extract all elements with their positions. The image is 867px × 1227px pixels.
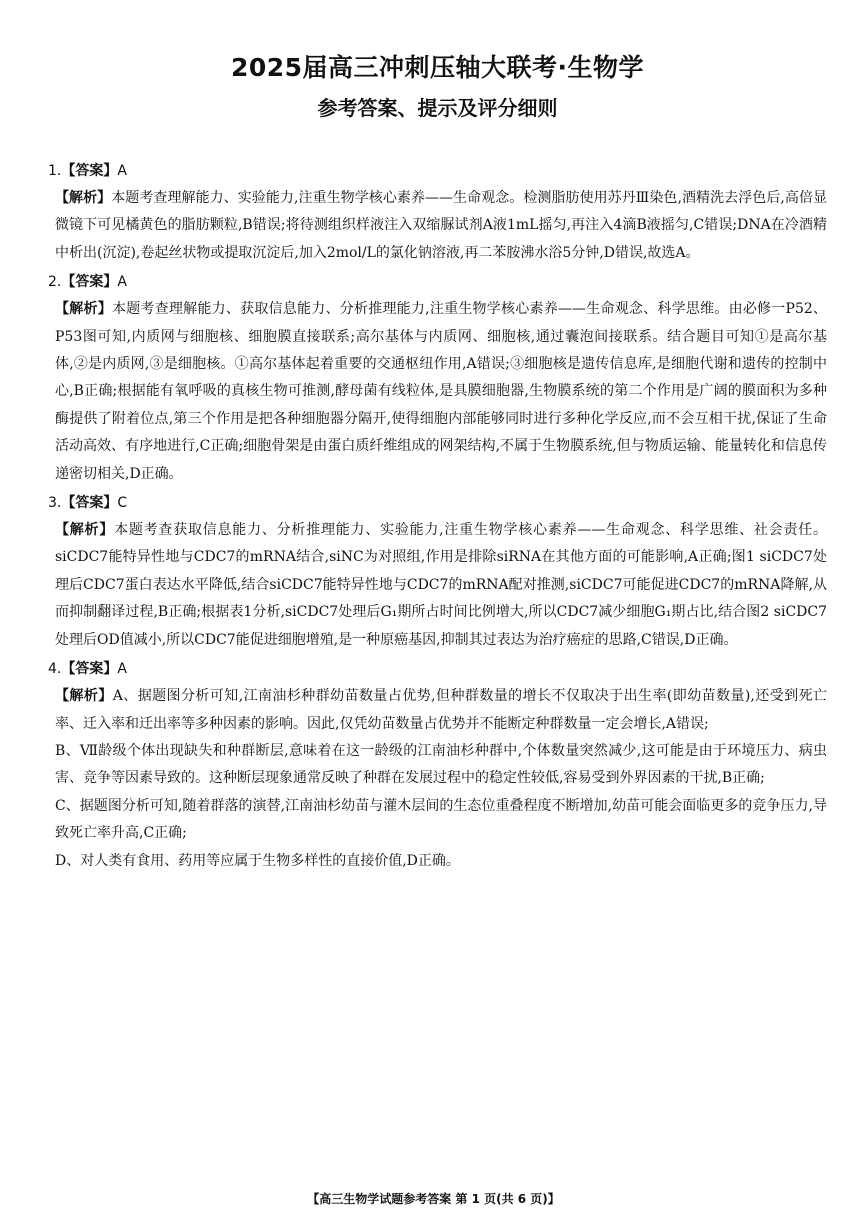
analysis-paragraph xyxy=(55,738,827,793)
answer-value: A xyxy=(117,661,127,678)
analysis-section xyxy=(48,185,827,267)
analysis-text: 本题考查获取信息能力、分析推理能力、实验能力,注重生物学核心素养——生命观念、科学思维、社会责任。siCDC7能特异性地与CDC7的mRNA结合,siNC为对照组,作用是排除siRNA在其他方面的可能影响,A正确;图1 siCDC7处理后CDC7蛋白表达水平降低,结合siCDC7能特异性地与CDC7的mRNA配对推测,siCDC7可能促进CDC7的mRNA降解,从而抑制翻译过程,B正确;根据表1分析,siCDC7处理后G₁期所占时间比例增大,所以CDC7减少细胞G₁期占比,结合图2 siCDC7处理后OD值减小,所以CDC7能促进细胞增殖,是一种原癌基因,抑制其过表达为治疗癌症的思路,C错误,D正确。 xyxy=(55,522,828,648)
analysis-text: C、据题图分析可知,随着群落的演替,江南油杉幼苗与灌木层间的生态位重叠程度不断增加,幼苗可能会面临更多的竞争压力,导致死亡率升高,C正确; xyxy=(55,797,827,842)
analysis-tag: 【解析】 xyxy=(55,190,112,206)
question-number: 3. xyxy=(48,495,62,512)
analysis-text: B、Ⅶ龄级个体出现缺失和种群断层,意味着在这一龄级的江南油杉种群中,个体数量突然减少,这可能是由于环境压力、病虫害、竞争等因素导致的。这种断层现象通常反映了种群在发展过程中的稳定性较低,容易受到外界因素的干扰,B正确; xyxy=(55,742,827,787)
page-title: 2025届高三冲刺压轴大联考·生物学 xyxy=(230,53,645,82)
question-number: 1. xyxy=(48,163,62,179)
analysis-paragraph xyxy=(55,683,827,738)
question-list xyxy=(48,158,827,875)
answer-line xyxy=(48,158,827,185)
answer-line xyxy=(48,656,827,683)
analysis-text: D、对人类有食用、药用等应属于生物多样性的直接价值,D正确。 xyxy=(55,852,460,869)
analysis-paragraph xyxy=(55,296,827,488)
answer-line xyxy=(48,490,827,517)
page-subtitle: 参考答案、提示及评分细则 xyxy=(317,96,558,120)
answer-value: A xyxy=(117,163,127,179)
question-block xyxy=(48,158,827,267)
analysis-paragraph xyxy=(55,185,827,267)
analysis-section xyxy=(48,683,827,875)
question-block xyxy=(48,269,827,488)
analysis-paragraph xyxy=(55,517,827,654)
analysis-paragraph xyxy=(55,793,827,848)
page-footer: 【高三生物学试题参考答案 第 1 页(共 6 页)】 xyxy=(307,1192,560,1206)
question-number: 2. xyxy=(48,274,62,291)
answer-tag: 【答案】 xyxy=(61,163,118,179)
analysis-section xyxy=(48,517,827,654)
answer-line xyxy=(48,269,827,296)
analysis-section xyxy=(48,296,827,488)
answer-tag: 【答案】 xyxy=(61,274,118,291)
answer-value: A xyxy=(117,274,127,291)
analysis-text: A、据题图分析可知,江南油杉种群幼苗数量占优势,但种群数量的增长不仅取决于出生率(即幼苗数量),还受到死亡率、迁入率和迁出率等多种因素的影响。因此,仅凭幼苗数量占优势并不能断定种群数量一定会增长,A错误; xyxy=(55,688,827,732)
analysis-tag: 【解析】 xyxy=(55,688,113,705)
question-number: 4. xyxy=(48,661,62,678)
question-block xyxy=(48,656,827,875)
analysis-text: 本题考查理解能力、实验能力,注重生物学核心素养——生命观念。检测脂肪使用苏丹Ⅲ染色,酒精洗去浮色后,高倍显微镜下可见橘黄色的脂肪颗粒,B错误;将待测组织样液注入双缩脲试剂A液1mL摇匀,再注入4滴B液摇匀,C错误;DNA在冷酒精中析出(沉淀),卷起丝状物或提取沉淀后,加入2mol/L的氯化钠溶液,再二苯胺沸水浴5分钟,D错误,故选A。 xyxy=(55,190,827,261)
answer-value: C xyxy=(117,495,128,512)
analysis-tag: 【解析】 xyxy=(55,301,112,318)
analysis-paragraph xyxy=(55,848,827,875)
question-block xyxy=(48,490,827,654)
answer-tag: 【答案】 xyxy=(61,661,118,678)
analysis-text: 本题考查理解能力、获取信息能力、分析推理能力,注重生物学核心素养——生命观念、科学思维。由必修一P52、P53图可知,内质网与细胞核、细胞膜直接联系;高尔基体与内质网、细胞核,通过囊泡间接联系。结合题目可知①是高尔基体,②是内质网,③是细胞核。①高尔基体起着重要的交通枢纽作用,A错误;③细胞核是遗传信息库,是细胞代谢和遗传的控制中心,B正确;根据能有氧呼吸的真核生物可推测,酵母菌有线粒体,是具膜细胞器,生物膜系统的第二个作用是广阔的膜面积为多种酶提供了附着位点,第三个作用是把各种细胞器分隔开,使得细胞内部能够同时进行多种化学反应,而不会互相干扰,保证了生命活动高效、有序地进行,C正确;细胞骨架是由蛋白质纤维组成的网架结构,不属于生物膜系统,但与物质运输、能量转化和信息传递密切相关,D正确。 xyxy=(55,301,828,482)
analysis-tag: 【解析】 xyxy=(55,522,115,539)
answer-tag: 【答案】 xyxy=(61,495,118,512)
